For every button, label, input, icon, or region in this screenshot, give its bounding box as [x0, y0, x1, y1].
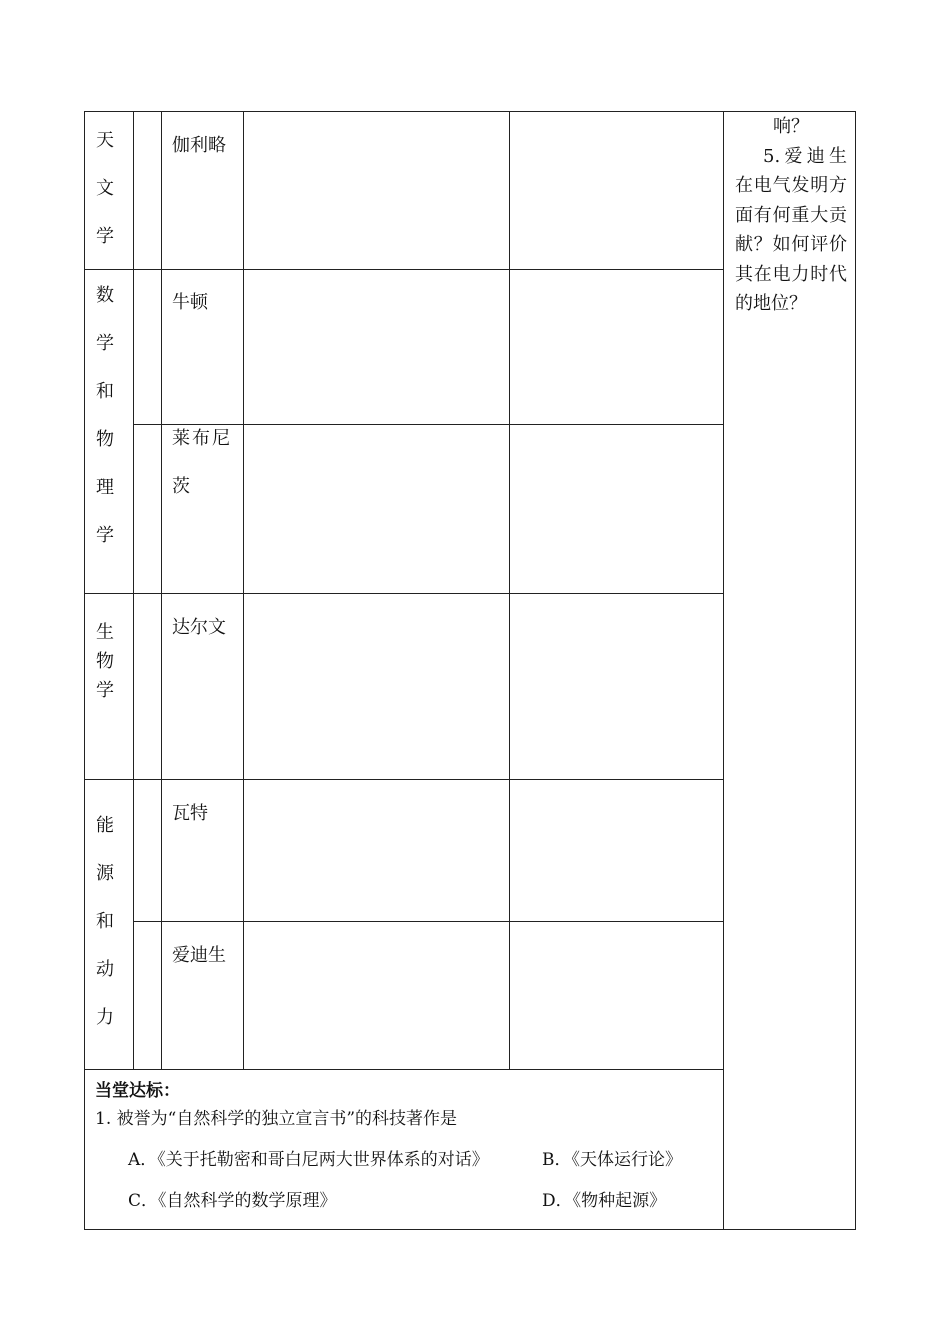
category-astronomy	[85, 117, 125, 261]
option-a: A．《关于托勒密和哥白尼两大世界体系的对话》	[128, 1150, 489, 1170]
category-char: 动	[96, 959, 114, 980]
row-divider	[133, 921, 724, 922]
table-border-bottom	[84, 1229, 856, 1230]
column-divider	[161, 111, 162, 1069]
row-divider	[85, 269, 724, 270]
category-biology	[85, 618, 125, 705]
scientist-name-darwin: 达尔文	[172, 617, 226, 638]
scientist-name-newton: 牛顿	[172, 292, 208, 313]
category-char: 天	[96, 130, 114, 151]
option-b: B．《天体运行论》	[542, 1150, 682, 1170]
category-char: 学	[96, 226, 114, 247]
option-d: D．《物种起源》	[542, 1191, 667, 1211]
category-char: 物	[96, 651, 114, 672]
scientist-name-edison: 爱迪生	[172, 945, 226, 966]
category-char: 和	[96, 911, 114, 932]
category-char: 学	[96, 333, 114, 354]
row-divider	[85, 593, 724, 594]
category-char: 源	[96, 863, 114, 884]
exercise-question: 1. 被誉为“自然科学的独立宣言书”的科技著作是	[95, 1109, 458, 1129]
category-char: 生	[96, 622, 114, 643]
category-char: 物	[96, 429, 114, 450]
option-c: C．《自然科学的数学原理》	[128, 1191, 337, 1211]
category-char: 学	[96, 680, 114, 701]
category-char: 学	[96, 525, 114, 546]
category-char: 力	[96, 1007, 114, 1028]
exercise-heading: 当堂达标：	[95, 1081, 180, 1101]
scientist-name-leibniz: 莱布尼 茨	[172, 428, 232, 497]
table-border-right	[855, 111, 856, 1230]
column-divider	[723, 111, 724, 1230]
side-note	[735, 112, 847, 319]
category-char: 文	[96, 178, 114, 199]
row-divider	[85, 1069, 724, 1070]
category-energy-power	[85, 802, 125, 1042]
scientist-name-watt: 瓦特	[172, 803, 208, 824]
column-divider	[509, 111, 510, 1069]
scientist-name-galileo: 伽利略	[172, 135, 226, 156]
category-math-physics	[85, 272, 125, 560]
column-divider	[133, 111, 134, 1069]
category-char: 数	[96, 285, 114, 306]
category-char: 能	[96, 815, 114, 836]
row-divider	[85, 779, 724, 780]
side-note-question: 5.爱迪生在电气发明方面有何重大贡献？如何评价其在电力时代的地位？	[735, 145, 847, 314]
column-divider	[243, 111, 244, 1069]
side-note-line1: 响？	[773, 116, 809, 137]
category-char: 理	[96, 477, 114, 498]
category-char: 和	[96, 381, 114, 402]
